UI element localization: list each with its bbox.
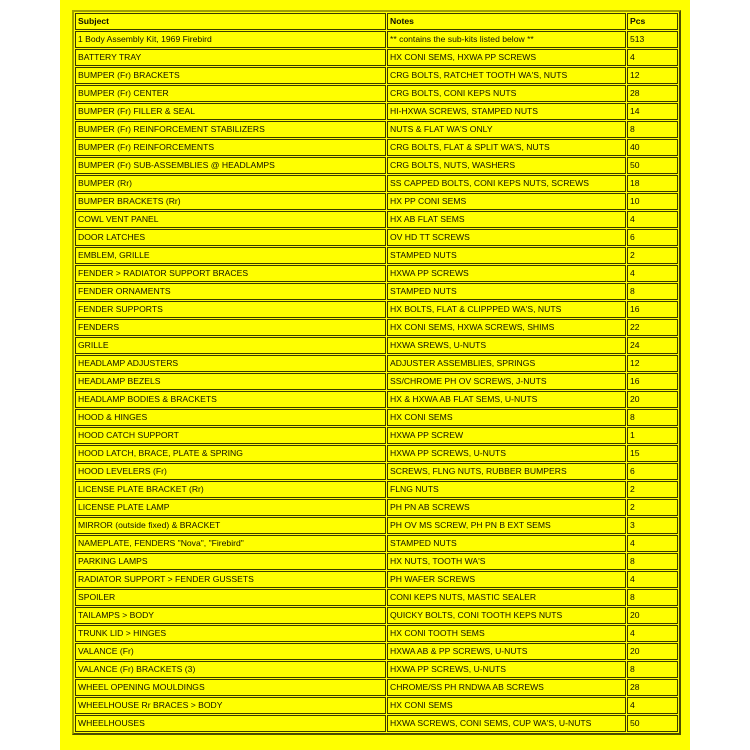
pcs-cell: 8 <box>627 553 678 570</box>
notes-cell: HX BOLTS, FLAT & CLIPPPED WA'S, NUTS <box>387 301 626 318</box>
table-row <box>75 697 678 714</box>
notes-cell: SS/CHROME PH OV SCREWS, J-NUTS <box>387 373 626 390</box>
table-row <box>75 229 678 246</box>
table-row <box>75 499 678 516</box>
table-row <box>75 265 678 282</box>
pcs-cell: 24 <box>627 337 678 354</box>
table-row <box>75 517 678 534</box>
subject-cell: BUMPER (Fr) CENTER <box>75 85 386 102</box>
subject-cell: TAILAMPS > BODY <box>75 607 386 624</box>
pcs-cell: 20 <box>627 391 678 408</box>
pcs-cell: 14 <box>627 103 678 120</box>
table-row <box>75 463 678 480</box>
table-row <box>75 103 678 120</box>
pcs-cell: 16 <box>627 373 678 390</box>
subject-cell: TRUNK LID > HINGES <box>75 625 386 642</box>
table-row <box>75 427 678 444</box>
table-row <box>75 571 678 588</box>
subject-cell: COWL VENT PANEL <box>75 211 386 228</box>
notes-cell: HX AB FLAT SEMS <box>387 211 626 228</box>
table-row <box>75 409 678 426</box>
pcs-cell: 4 <box>627 697 678 714</box>
pcs-cell: 18 <box>627 175 678 192</box>
table-row <box>75 679 678 696</box>
subject-cell: BUMPER (Fr) BRACKETS <box>75 67 386 84</box>
table-row <box>75 283 678 300</box>
pcs-cell: 3 <box>627 517 678 534</box>
subject-cell: LICENSE PLATE LAMP <box>75 499 386 516</box>
pcs-cell: 8 <box>627 589 678 606</box>
pcs-cell: 8 <box>627 283 678 300</box>
subject-cell: BATTERY TRAY <box>75 49 386 66</box>
table-row <box>75 589 678 606</box>
table-row <box>75 715 678 732</box>
notes-cell: CRG BOLTS, CONI KEPS NUTS <box>387 85 626 102</box>
subject-cell: WHEELHOUSE Rr BRACES > BODY <box>75 697 386 714</box>
table-row <box>75 157 678 174</box>
notes-cell: STAMPED NUTS <box>387 283 626 300</box>
pcs-cell: 2 <box>627 499 678 516</box>
notes-cell: STAMPED NUTS <box>387 247 626 264</box>
table-row <box>75 319 678 336</box>
notes-cell: CONI KEPS NUTS, MASTIC SEALER <box>387 589 626 606</box>
pcs-cell: 20 <box>627 643 678 660</box>
subject-cell: EMBLEM, GRILLE <box>75 247 386 264</box>
notes-cell: HXWA PP SCREWS, U-NUTS <box>387 445 626 462</box>
notes-cell: SS CAPPED BOLTS, CONI KEPS NUTS, SCREWS <box>387 175 626 192</box>
notes-cell: ** contains the sub-kits listed below ** <box>387 31 626 48</box>
table-row <box>75 445 678 462</box>
pcs-cell: 2 <box>627 481 678 498</box>
table-row <box>75 607 678 624</box>
table-row <box>75 85 678 102</box>
table-row <box>75 193 678 210</box>
subject-cell: HEADLAMP BEZELS <box>75 373 386 390</box>
table-row <box>75 247 678 264</box>
notes-cell: PH OV MS SCREW, PH PN B EXT SEMS <box>387 517 626 534</box>
notes-cell: HX CONI SEMS <box>387 409 626 426</box>
table-row <box>75 67 678 84</box>
notes-cell: CRG BOLTS, FLAT & SPLIT WA'S, NUTS <box>387 139 626 156</box>
table-row <box>75 661 678 678</box>
notes-cell: CRG BOLTS, NUTS, WASHERS <box>387 157 626 174</box>
table-row <box>75 355 678 372</box>
subject-cell: WHEEL OPENING MOULDINGS <box>75 679 386 696</box>
table-row <box>75 373 678 390</box>
subject-cell: BUMPER (Fr) REINFORCEMENTS <box>75 139 386 156</box>
pcs-cell: 40 <box>627 139 678 156</box>
pcs-cell: 8 <box>627 409 678 426</box>
notes-cell: HX & HXWA AB FLAT SEMS, U-NUTS <box>387 391 626 408</box>
notes-cell: STAMPED NUTS <box>387 535 626 552</box>
pcs-cell: 4 <box>627 49 678 66</box>
table-row <box>75 301 678 318</box>
pcs-cell: 10 <box>627 193 678 210</box>
notes-cell: HX NUTS, TOOTH WA'S <box>387 553 626 570</box>
subject-cell: FENDER SUPPORTS <box>75 301 386 318</box>
subject-cell: FENDERS <box>75 319 386 336</box>
table-body <box>75 31 678 732</box>
table-row <box>75 175 678 192</box>
pcs-cell: 6 <box>627 229 678 246</box>
pcs-cell: 28 <box>627 679 678 696</box>
subject-cell: HOOD & HINGES <box>75 409 386 426</box>
subject-cell: FENDER > RADIATOR SUPPORT BRACES <box>75 265 386 282</box>
table-row <box>75 139 678 156</box>
subject-cell: DOOR LATCHES <box>75 229 386 246</box>
subject-cell: GRILLE <box>75 337 386 354</box>
subject-cell: MIRROR (outside fixed) & BRACKET <box>75 517 386 534</box>
pcs-cell: 6 <box>627 463 678 480</box>
table-row <box>75 553 678 570</box>
subject-cell: BUMPER (Fr) FILLER & SEAL <box>75 103 386 120</box>
table-row <box>75 211 678 228</box>
pcs-cell: 4 <box>627 211 678 228</box>
subject-cell: NAMEPLATE, FENDERS "Nova", "Firebird" <box>75 535 386 552</box>
notes-cell: NUTS & FLAT WA'S ONLY <box>387 121 626 138</box>
notes-cell: OV HD TT SCREWS <box>387 229 626 246</box>
subject-cell: BUMPER (Rr) <box>75 175 386 192</box>
table-row <box>75 337 678 354</box>
subject-cell: VALANCE (Fr) <box>75 643 386 660</box>
subject-cell: FENDER ORNAMENTS <box>75 283 386 300</box>
notes-cell: HX PP CONI SEMS <box>387 193 626 210</box>
pcs-cell: 12 <box>627 355 678 372</box>
subject-cell: VALANCE (Fr) BRACKETS (3) <box>75 661 386 678</box>
header-row <box>75 13 678 30</box>
notes-cell: QUICKY BOLTS, CONI TOOTH KEPS NUTS <box>387 607 626 624</box>
notes-cell: PH WAFER SCREWS <box>387 571 626 588</box>
pcs-header: Pcs <box>627 13 678 30</box>
subject-cell: LICENSE PLATE BRACKET (Rr) <box>75 481 386 498</box>
notes-cell: CHROME/SS PH RNDWA AB SCREWS <box>387 679 626 696</box>
subject-cell: HOOD LEVELERS (Fr) <box>75 463 386 480</box>
pcs-cell: 20 <box>627 607 678 624</box>
notes-cell: HXWA PP SCREWS, U-NUTS <box>387 661 626 678</box>
subject-cell: 1 Body Assembly Kit, 1969 Firebird <box>75 31 386 48</box>
subject-cell: BUMPER (Fr) SUB-ASSEMBLIES @ HEADLAMPS <box>75 157 386 174</box>
parts-table <box>72 10 681 735</box>
table-header <box>75 13 678 30</box>
pcs-cell: 8 <box>627 121 678 138</box>
pcs-cell: 28 <box>627 85 678 102</box>
notes-cell: FLNG NUTS <box>387 481 626 498</box>
notes-cell: HX CONI SEMS, HXWA PP SCREWS <box>387 49 626 66</box>
notes-cell: HXWA SCREWS, CONI SEMS, CUP WA'S, U-NUTS <box>387 715 626 732</box>
pcs-cell: 12 <box>627 67 678 84</box>
pcs-cell: 4 <box>627 265 678 282</box>
notes-cell: HXWA PP SCREW <box>387 427 626 444</box>
subject-cell: HOOD LATCH, BRACE, PLATE & SPRING <box>75 445 386 462</box>
notes-cell: SCREWS, FLNG NUTS, RUBBER BUMPERS <box>387 463 626 480</box>
table-row <box>75 535 678 552</box>
subject-cell: PARKING LAMPS <box>75 553 386 570</box>
subject-cell: BUMPER (Fr) REINFORCEMENT STABILIZERS <box>75 121 386 138</box>
pcs-cell: 50 <box>627 715 678 732</box>
table-row <box>75 625 678 642</box>
table-row <box>75 481 678 498</box>
pcs-cell: 1 <box>627 427 678 444</box>
subject-cell: BUMPER BRACKETS (Rr) <box>75 193 386 210</box>
notes-cell: PH PN AB SCREWS <box>387 499 626 516</box>
notes-cell: HXWA PP SCREWS <box>387 265 626 282</box>
table-row <box>75 31 678 48</box>
subject-header: Subject <box>75 13 386 30</box>
pcs-cell: 16 <box>627 301 678 318</box>
pcs-cell: 4 <box>627 625 678 642</box>
notes-cell: HXWA AB & PP SCREWS, U-NUTS <box>387 643 626 660</box>
pcs-cell: 4 <box>627 535 678 552</box>
pcs-cell: 8 <box>627 661 678 678</box>
subject-cell: WHEELHOUSES <box>75 715 386 732</box>
subject-cell: HOOD CATCH SUPPORT <box>75 427 386 444</box>
notes-cell: HI-HXWA SCREWS, STAMPED NUTS <box>387 103 626 120</box>
table-row <box>75 49 678 66</box>
subject-cell: HEADLAMP ADJUSTERS <box>75 355 386 372</box>
pcs-cell: 2 <box>627 247 678 264</box>
table-row <box>75 391 678 408</box>
pcs-cell: 22 <box>627 319 678 336</box>
notes-header: Notes <box>387 13 626 30</box>
pcs-cell: 513 <box>627 31 678 48</box>
table-row <box>75 121 678 138</box>
notes-cell: HX CONI SEMS, HXWA SCREWS, SHIMS <box>387 319 626 336</box>
notes-cell: ADJUSTER ASSEMBLIES, SPRINGS <box>387 355 626 372</box>
notes-cell: HX CONI TOOTH SEMS <box>387 625 626 642</box>
pcs-cell: 4 <box>627 571 678 588</box>
notes-cell: CRG BOLTS, RATCHET TOOTH WA'S, NUTS <box>387 67 626 84</box>
pcs-cell: 15 <box>627 445 678 462</box>
notes-cell: HX CONI SEMS <box>387 697 626 714</box>
table-row <box>75 643 678 660</box>
subject-cell: RADIATOR SUPPORT > FENDER GUSSETS <box>75 571 386 588</box>
subject-cell: HEADLAMP BODIES & BRACKETS <box>75 391 386 408</box>
pcs-cell: 50 <box>627 157 678 174</box>
notes-cell: HXWA SREWS, U-NUTS <box>387 337 626 354</box>
subject-cell: SPOILER <box>75 589 386 606</box>
